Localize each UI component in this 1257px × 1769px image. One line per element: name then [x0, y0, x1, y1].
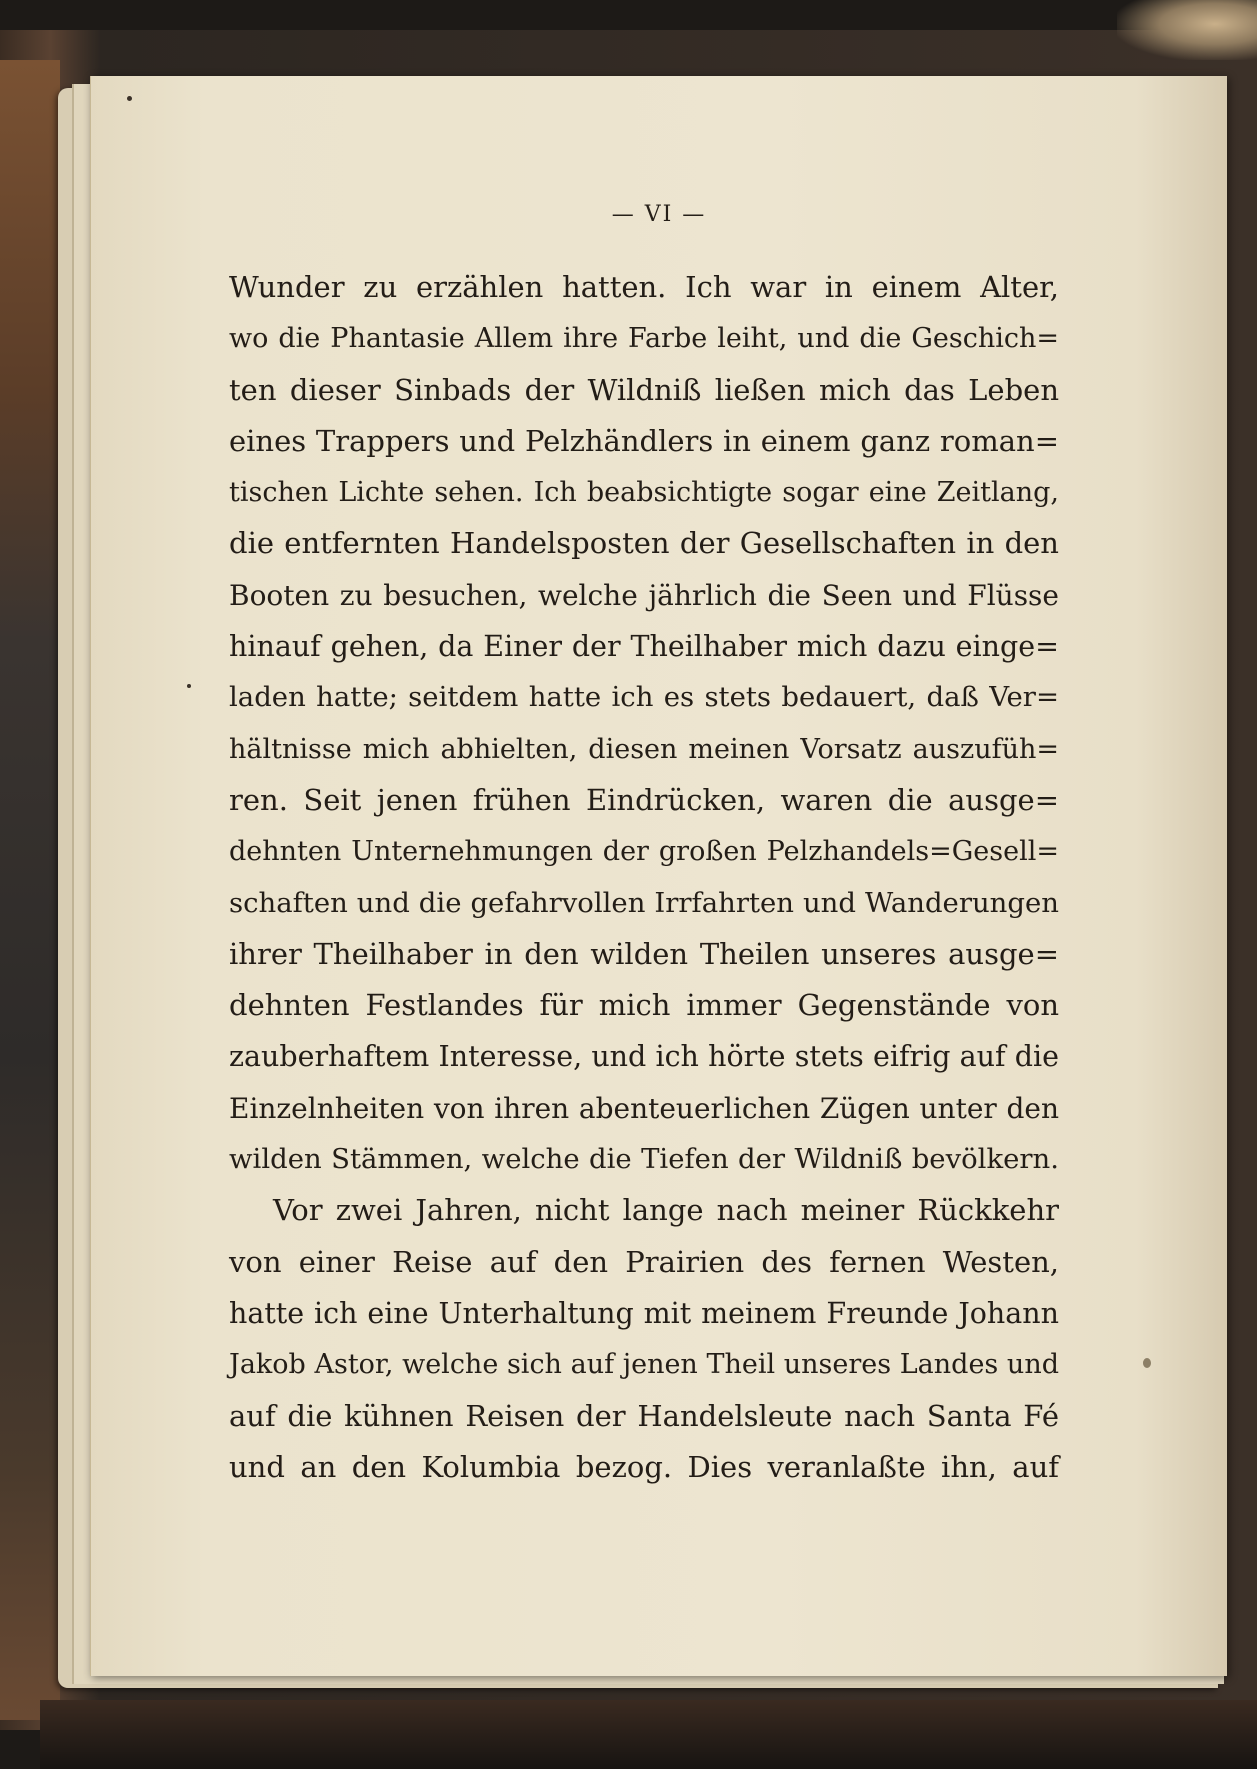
book-page — [90, 76, 1227, 1676]
ink-speck — [127, 96, 132, 101]
text-line: von einer Reise auf den Prairien des fernen Westen, — [229, 1244, 1059, 1279]
text-line: zauberhaftem Interesse, und ich hörte stets eifrig auf die — [229, 1040, 1059, 1074]
ink-speck — [1143, 1358, 1151, 1368]
text-line: und an den Kolumbia bezog. Dies veranlaßte ihn, auf — [229, 1449, 1059, 1484]
text-line: wo die Phantasie Allem ihre Farbe leiht, und die Geschich= — [229, 323, 1059, 355]
text-line: Vor zwei Jahren, nicht lange nach meiner Rückkehr — [273, 1193, 1059, 1228]
binding-string — [1117, 0, 1257, 60]
text-line: Einzelnheiten von ihren abenteuerlichen Zügen unter den — [229, 1091, 1059, 1125]
text-line: Booten zu besuchen, welche jährlich die Seen und Flüsse — [229, 578, 1059, 612]
text-line: ten dieser Sinbads der Wildniß ließen mich das Leben — [229, 372, 1059, 407]
text-line: ihrer Theilhaber in den wilden Theilen unseres ausge= — [229, 936, 1059, 971]
text-line: die entfernten Handelsposten der Gesellschaften in den — [229, 526, 1059, 561]
text-line: hältnisse mich abhielten, diesen meinen Vorsatz auszufüh= — [229, 733, 1059, 765]
text-line: laden hatte; seitdem hatte ich es stets bedauert, daß Ver= — [229, 681, 1059, 714]
text-line: hatte ich eine Unterhaltung mit meinem Freunde Johann — [229, 1296, 1059, 1330]
book-spine-edge — [0, 60, 60, 1720]
ink-speck — [187, 684, 191, 688]
text-line: dehnten Festlandes für mich immer Gegenstände von — [229, 988, 1059, 1023]
text-line: hinauf gehen, da Einer der Theilhaber mich dazu einge= — [229, 630, 1059, 664]
text-line: dehnten Unternehmungen der großen Pelzhandels=Gesell= — [229, 836, 1059, 868]
text-line: tischen Lichte sehen. Ich beabsichtigte sogar eine Zeitlang, — [229, 477, 1059, 509]
book-cover-bottom — [40, 1700, 1257, 1769]
text-line: ren. Seit jenen frühen Eindrücken, waren die ausge= — [229, 782, 1059, 817]
text-line: auf die kühnen Reisen der Handelsleute nach Santa Fé — [229, 1398, 1059, 1433]
text-line: eines Trappers und Pelzhändlers in einem ganz roman= — [229, 423, 1059, 458]
text-line: schaften und die gefahrvollen Irrfahrten und Wanderungen — [229, 886, 1059, 919]
text-line: Wunder zu erzählen hatten. Ich war in einem Alter, — [229, 270, 1059, 304]
text-line: Jakob Astor, welche sich auf jenen Theil unseres Landes und — [229, 1349, 1059, 1381]
page-number: — VI — — [611, 202, 707, 227]
text-line: wilden Stämmen, welche die Tiefen der Wildniß bevölkern. — [229, 1143, 1059, 1176]
body-text — [229, 262, 1059, 1493]
